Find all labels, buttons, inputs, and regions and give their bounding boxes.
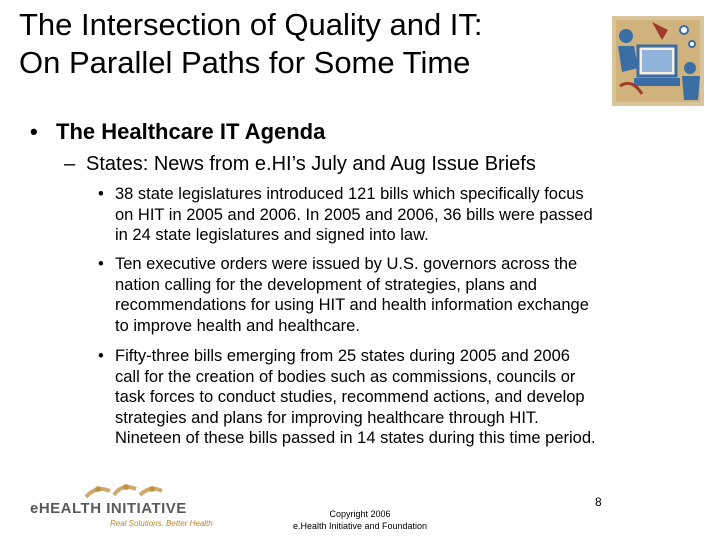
bullet-text-line: strategies and plans for improving healthcare through HIT. — [115, 408, 539, 427]
bullet-marker: • — [98, 255, 104, 273]
logo-name: eHEALTH INITIATIVE — [30, 500, 187, 517]
bullet-text-line: to improve health and healthcare. — [115, 316, 360, 335]
logo-tagline: Real Solutions. Better Health — [110, 519, 213, 528]
bullet-text-line: 38 state legislatures introduced 121 bills which specifically focus — [115, 185, 584, 203]
bullet-marker: • — [98, 185, 104, 203]
bullet-level1 — [30, 119, 325, 145]
slide-title-line-2: On Parallel Paths for Some Time — [19, 45, 471, 80]
copyright-line-2: e.Health Initiative and Foundation — [292, 521, 428, 531]
bullet-text-line: nation calling for the development of strategies, plans and — [115, 275, 537, 294]
slide-title — [19, 6, 599, 82]
bullet-text-line: in 24 state legislatures and signed into law. — [115, 226, 429, 244]
bullet-marker: • — [30, 119, 38, 144]
bullet-marker: • — [98, 347, 104, 365]
bullet-level3-item — [98, 254, 708, 336]
dash-marker: – — [64, 153, 76, 175]
ehealth-initiative-logo — [26, 483, 226, 533]
bullet-level2 — [64, 153, 536, 176]
bullet-text-line: recommendations for using HIT and health information exchange — [115, 296, 589, 314]
people-computer-clipart-icon — [612, 16, 704, 106]
bullet-level3-item — [98, 184, 708, 246]
bullet-level3-item — [98, 346, 708, 449]
bullet-text-line: call for the creation of bodies such as commissions, councils or — [115, 367, 576, 386]
bullet-text-line: on HIT in 2005 and 2006. In 2005 and 2006, 36 bills were passed — [115, 205, 593, 224]
bullet-text-line: Nineteen of these bills passed in 14 states during this time period. — [115, 429, 596, 447]
slide-title-line-1: The Intersection of Quality and IT: — [19, 7, 483, 42]
bullet-text-line: Ten executive orders were issued by U.S. governors across the — [115, 255, 578, 273]
page-number: 8 — [595, 495, 602, 509]
bullet-text-line: Fifty-three bills emerging from 25 states during 2005 and 2006 — [115, 347, 570, 365]
bullet-level2-text: States: News from e.HI’s July and Aug Issue Briefs — [86, 153, 536, 175]
copyright-line-1: Copyright 2006 — [329, 509, 391, 519]
footer-copyright — [270, 508, 450, 532]
bullet-text-line: task forces to conduct studies, recommend actions, and develop — [115, 388, 585, 406]
bullet-level1-text: The Healthcare IT Agenda — [56, 119, 326, 144]
